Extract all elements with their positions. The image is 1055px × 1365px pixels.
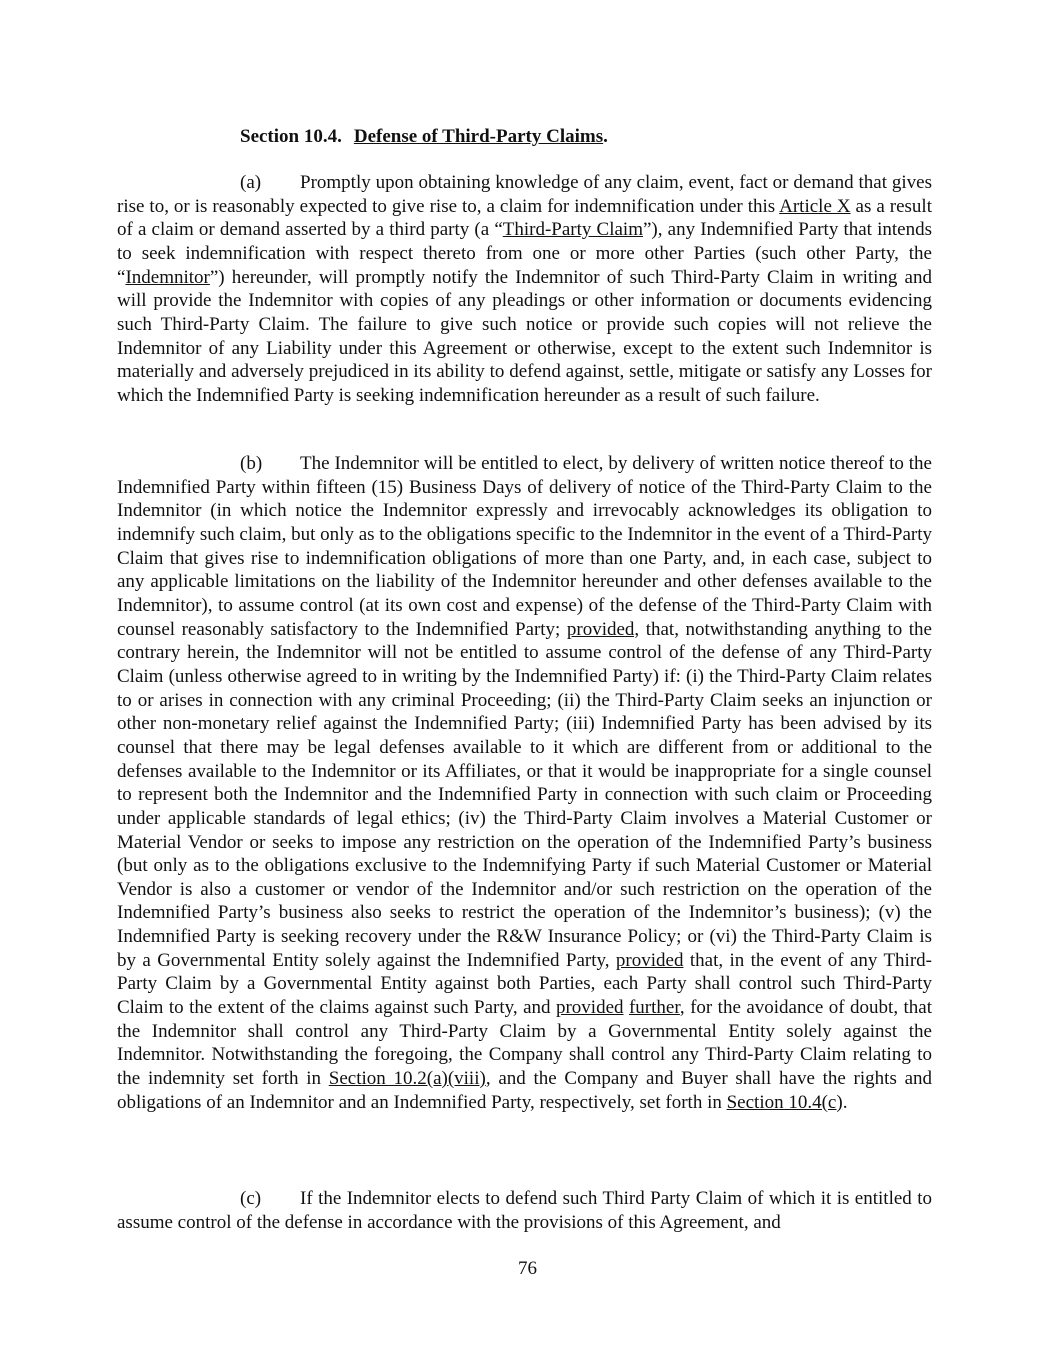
paragraph-label: (c) xyxy=(240,1188,262,1209)
paragraph-text: , for the avoidance of doubt, that the Indemnitor shall control any Third-Party Claim by a Governmental Entity solely against the Indemnitor. Notwithstanding the foregoing, the Company shall control any Third-Party Claim relating to the indemnity set forth in xyxy=(117,997,932,1090)
paragraph-text: If the Indemnitor elects to defend such Third Party Claim of which it is entitled to assume control of the defense in accordance with the provisions of this Agreement, and xyxy=(117,1188,932,1233)
defined-term-indemnitor: Indemnitor xyxy=(125,266,210,288)
defined-term-third-party-claim: Third-Party Claim xyxy=(502,219,643,241)
cross-reference-section-10-4c: Section 10.4(c) xyxy=(726,1091,843,1113)
term-provided: provided, xyxy=(566,618,640,640)
section-title-end: . xyxy=(603,126,608,147)
cross-reference-article-x: Article X xyxy=(779,195,851,217)
paragraph-a xyxy=(117,171,932,408)
paragraph-text: as a result of a claim or demand asserted by a third party (a “ xyxy=(117,195,932,241)
paragraph-label: (b) xyxy=(240,453,263,474)
paragraph-text: ”), any Indemnified Party that intends to seek indemnification with respect thereto from one or more other Parties (such other Party, the “ xyxy=(117,219,932,288)
paragraph-text: Promptly upon obtaining knowledge of any claim, event, fact or demand that gives rise to, or is reasonably expected to give rise to, a claim for indemnification under this xyxy=(117,172,932,217)
cross-reference-section-10-2: Section 10.2(a)(viii) xyxy=(328,1068,486,1090)
paragraph-text: that, in the event of any Third-Party Claim by a Governmental Entity against both Parties, each Party shall control such Third-Party Claim to the extent of the claims against such Party, and xyxy=(117,949,932,1019)
section-number: Section 10.4. xyxy=(240,126,342,147)
term-provided: provided xyxy=(555,997,624,1019)
term-further: further xyxy=(628,997,680,1019)
paragraph-c xyxy=(117,1187,932,1234)
section-title: Defense of Third-Party Claims xyxy=(353,126,604,147)
section-heading xyxy=(240,124,608,150)
paragraph-text: , and the Company and Buyer shall have the rights and obligations of an Indemnitor and an Indemnified Party, respectively, set forth in xyxy=(117,1068,933,1113)
term-provided: provided xyxy=(615,949,684,971)
page-number: 76 xyxy=(518,1258,537,1279)
paragraph-label: (a) xyxy=(240,172,262,193)
paragraph-text: The Indemnitor will be entitled to elect, by delivery of written notice thereof to the Indemnified Party within fifteen (15) Business Days of delivery of notice of the Third-Party Claim to the Indemnitor (in which notice the Indemnitor expressly and irrevocably acknowledges its obligation to indemnify such claim, but only as to the obligations specific to the Indemnitor in the event of a Third-Party Claim that gives rise to indemnification obligations of more than one Party, and, in each case, subject to any applicable limitations on the liability of the Indemnitor hereunder and other defenses available to the Indemnitor), to assume control (at its own cost and expense) of the defense of the Third-Party Claim with counsel reasonably satisfactory to the Indemnified Party; xyxy=(117,453,932,640)
paragraph-b xyxy=(117,452,932,1114)
paragraph-text: . xyxy=(842,1091,848,1113)
paragraph-text: that, notwithstanding anything to the contrary herein, the Indemnitor will not be entitled to assume control of the defense of any Third-Party Claim (unless otherwise agreed to in writing by the Indemnified Party) if: (i) the Third-Party Claim relates to or arises in connection with any criminal Proceeding; (ii) the Third-Party Claim seeks an injunction or other non-monetary relief against the Indemnified Party; (iii) Indemnified Party has been advised by its counsel that there may be legal defenses available to it which are different from or additional to the defenses available to the Indemnitor or its Affiliates, or that it would be inappropriate for a single counsel to represent both the Indemnitor and the Indemnified Party in connection with such claim or Proceeding under applicable standards of legal ethics; (iv) the Third-Party Claim involves a Material Customer or Material Vendor or seeks to impose any restriction on the operation of the Indemnified Party’s business (but only as to the obligations exclusive to the Indemnifying Party if such Material Customer or Material Vendor is also a customer or vendor of the Indemnitor and/or such restriction on the operation of the Indemnified Party’s business also seeks to restrict the operation of the Indemnitor’s business); (v) the Indemnified Party is seeking recovery under the R&W Insurance Policy; or (vi) the Third-Party Claim is by a Governmental Entity solely against the Indemnified Party, xyxy=(117,618,932,971)
paragraph-text: ”) hereunder, will promptly notify the Indemnitor of such Third-Party Claim in writing and will provide the Indemnitor with copies of any pleadings or other information or documents evidencing such Third-Party Claim. The failure to give such notice or provide such copies will not relieve the Indemnitor of any Liability under this Agreement or otherwise, except to the extent such Indemnitor is materially and adversely prejudiced in its ability to defend against, settle, mitigate or satisfy any Losses for which the Indemnified Party is seeking indemnification hereunder as a result of such failure. xyxy=(117,266,932,406)
